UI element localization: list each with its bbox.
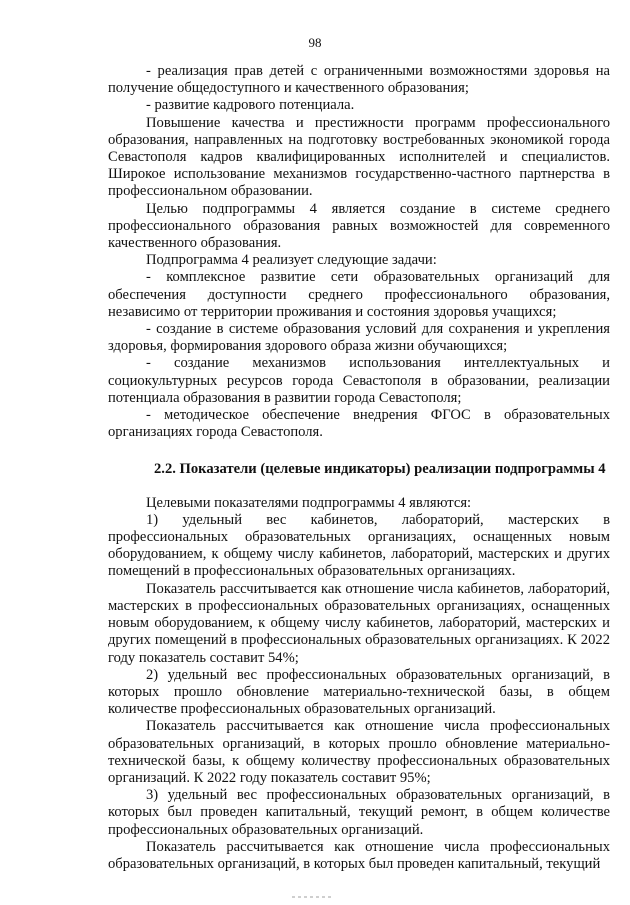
paragraph: - комплексное развитие сети образовательных организаций для обеспечения доступности среднего профессионального образования, независимо от территории проживания и состояния здоровья учащихся; bbox=[108, 269, 610, 320]
paragraph: - методическое обеспечение внедрения ФГОС в образовательных организациях города Севастополя. bbox=[108, 407, 610, 441]
paragraph: 1) удельный вес кабинетов, лабораторий, мастерских в профессиональных образовательных организациях, оснащенных новым оборудованием, к общему числу кабинетов, лабораторий, мастерских и других помещений в профессиональных образовательных организациях. bbox=[108, 511, 610, 580]
page-number: 98 bbox=[308, 35, 322, 50]
section-heading: 2.2. Показатели (целевые индикаторы) реализации подпрограммы 4 bbox=[154, 461, 606, 478]
paragraph: Показатель рассчитывается как отношение числа профессиональных образовательных организаций, в которых прошло обновление материально-технической базы, к общему количеству профессиональных образовательных организаций. К 2022 году показатель составит 95%; bbox=[108, 718, 610, 786]
paragraph: Показатель рассчитывается как отношение числа профессиональных образовательных организаций, в которых был проведен капитальный, текущий bbox=[108, 838, 610, 872]
paragraph: - реализация прав детей с ограниченными возможностями здоровья на получение общедоступного и качественного образования; bbox=[108, 63, 610, 97]
paragraph: - создание в системе образования условий для сохранения и укрепления здоровья, формирования здорового образа жизни обучающихся; bbox=[108, 321, 610, 355]
paragraph: - создание механизмов использования интеллектуальных и социокультурных ресурсов города Севастополя в образовании, реализации потенциала образования в развитии города Севастополя; bbox=[108, 355, 610, 406]
paragraph: Повышение качества и престижности программ профессионального образования, направленных на подготовку востребованных экономикой города Севастополя кадров квалифицированных исполнителей и специалистов. Широкое использование механизмов государственно-частного партнерства в профессиональном образовании. bbox=[108, 114, 610, 200]
page-body bbox=[108, 63, 610, 873]
paragraph: Целевыми показателями подпрограммы 4 являются: bbox=[146, 494, 472, 511]
paragraph: 2) удельный вес профессиональных образовательных организаций, в которых прошло обновление материально-технической базы, в общем количестве профессиональных образовательных организаций. bbox=[108, 666, 610, 718]
paragraph: Подпрограмма 4 реализует следующие задачи: bbox=[146, 252, 437, 269]
paragraph: Целью подпрограммы 4 является создание в системе среднего профессионального образования равных возможностей для современного качественного образования. bbox=[108, 200, 610, 252]
paragraph: Показатель рассчитывается как отношение числа кабинетов, лабораторий, мастерских в профессиональных образовательных организациях, оснащенных новым оборудованием, к общему числу кабинетов, лабораторий, мастерских и других помещений в профессиональных образовательных организациях. К 2022 году показатель составит 54%; bbox=[108, 580, 610, 666]
paragraph: - развитие кадрового потенциала. bbox=[146, 97, 355, 114]
scan-artifact bbox=[292, 896, 332, 898]
paragraph: 3) удельный вес профессиональных образовательных организаций, в которых был проведен капитальный, текущий ремонт, в общем количестве профессиональных образовательных организаций. bbox=[108, 787, 610, 838]
